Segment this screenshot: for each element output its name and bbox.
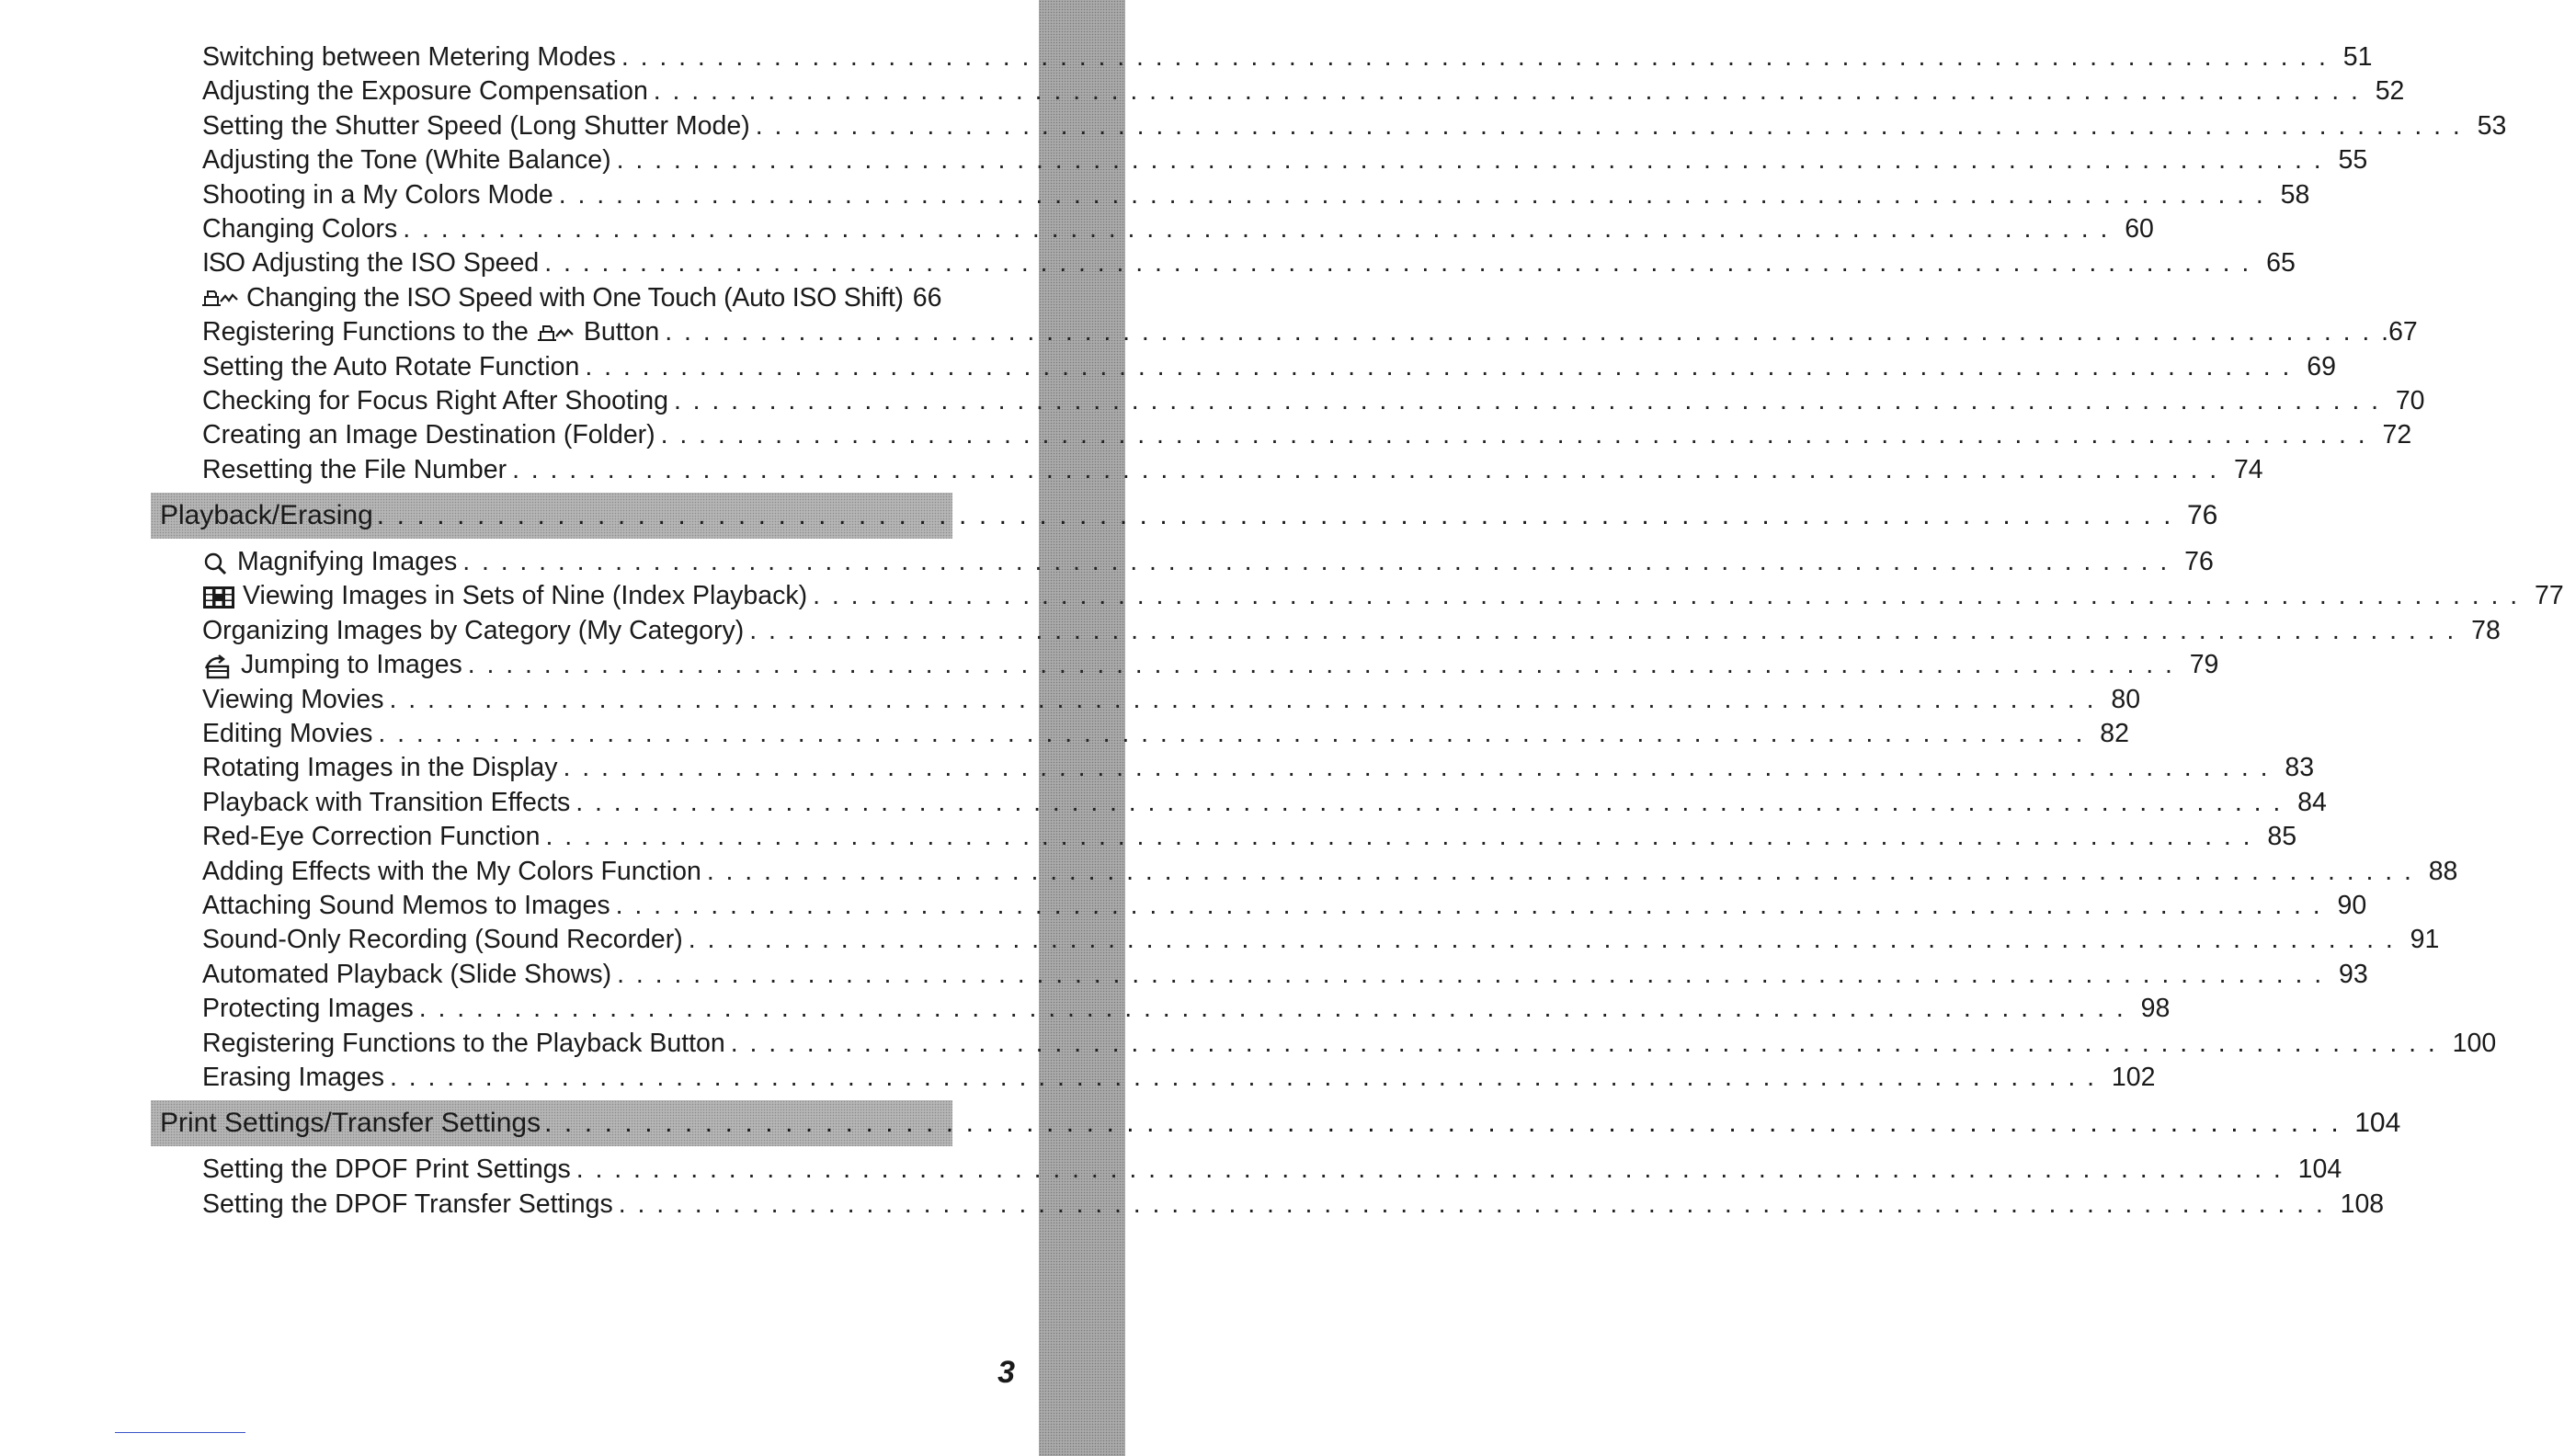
toc-entry[interactable] bbox=[202, 717, 2129, 751]
toc-entry-title: Changing the ISO Speed with One Touch (Auto ISO Shift) bbox=[202, 281, 904, 315]
dot-leader: .......................................................................................... bbox=[673, 385, 2390, 415]
toc-entry-page: 85 bbox=[2267, 822, 2297, 852]
toc-entry-page: 78 bbox=[2471, 615, 2501, 645]
toc-entry-title: Setting the DPOF Transfer Settings bbox=[202, 1189, 613, 1219]
print-share-icon bbox=[202, 289, 239, 309]
dot-leader: .......................................................................................... bbox=[585, 351, 2302, 381]
toc-entry-page: 82 bbox=[2100, 719, 2129, 749]
toc-entry-title: Resetting the File Number bbox=[202, 454, 507, 484]
toc-entry-title: Protecting Images bbox=[202, 994, 414, 1024]
toc-entry[interactable] bbox=[202, 1061, 2156, 1095]
toc-entry[interactable] bbox=[202, 178, 2310, 212]
toc-entry-title: Playback with Transition Effects bbox=[202, 787, 571, 817]
dot-leader: .......................................................................................... bbox=[545, 822, 2262, 852]
toc-entry-title: Shooting in a My Colors Mode bbox=[202, 179, 553, 210]
toc-entry-title: Adding Effects with the My Colors Function bbox=[202, 856, 701, 886]
jump-icon bbox=[202, 654, 234, 679]
toc-entry[interactable] bbox=[202, 614, 2501, 648]
dot-leader: .......................................................................................... bbox=[730, 1028, 2447, 1058]
dot-leader: .......................................................................................... bbox=[660, 420, 2377, 450]
toc-entry-title: Registering Functions to the Playback Button bbox=[202, 1028, 725, 1058]
dot-leader: .......................................................................................... bbox=[389, 684, 2106, 714]
toc-entry-page: 74 bbox=[2233, 454, 2263, 484]
toc-entry-page: 60 bbox=[2125, 213, 2154, 244]
toc-entry-page: 80 bbox=[2111, 684, 2141, 714]
toc-entry-title: Viewing Movies bbox=[202, 684, 384, 714]
toc-entry[interactable] bbox=[202, 74, 2405, 108]
dot-leader: .......................................................................................... bbox=[616, 145, 2333, 176]
toc-entry-title: Viewing Images in Sets of Nine (Index Playback) bbox=[202, 579, 807, 613]
dot-leader: .......................................................................................... bbox=[575, 787, 2293, 817]
toc-entry-title: Sound-Only Recording (Sound Recorder) bbox=[202, 925, 683, 955]
toc-entry-page: 100 bbox=[2452, 1028, 2497, 1058]
toc-entry-title: ISO Adjusting the ISO Speed bbox=[202, 248, 540, 279]
iso-icon: ISO bbox=[202, 248, 245, 279]
dot-leader: .......................................................................................... bbox=[688, 925, 2405, 955]
toc-entry[interactable] bbox=[202, 992, 2171, 1026]
toc-entry-title: Attaching Sound Memos to Images bbox=[202, 890, 610, 920]
toc-entry[interactable] bbox=[202, 1027, 2497, 1061]
dot-leader: .......................................................................................... bbox=[653, 76, 2370, 107]
footer-rule bbox=[115, 1432, 245, 1433]
dot-leader: .......................................................................................... bbox=[378, 719, 2095, 749]
page-number: 3 bbox=[997, 1355, 1015, 1390]
toc-entry[interactable] bbox=[202, 453, 2263, 487]
dot-leader: .......................................................................................... bbox=[403, 213, 2120, 244]
dot-leader: .......................................................................................... bbox=[376, 500, 2183, 531]
print-share-icon bbox=[538, 324, 575, 344]
toc-entry-page: 90 bbox=[2337, 890, 2367, 920]
toc-entry-page: 58 bbox=[2280, 179, 2310, 210]
toc-entry[interactable] bbox=[202, 315, 2418, 349]
dot-leader: .......................................................................................... bbox=[755, 110, 2472, 141]
toc-entry[interactable] bbox=[202, 212, 2154, 246]
dot-leader: .......................................................................................... bbox=[558, 179, 2275, 210]
toc-entry-page: .67 bbox=[2381, 317, 2418, 347]
toc-entry-title: Checking for Focus Right After Shooting bbox=[202, 385, 668, 415]
toc-entry-title: Editing Movies bbox=[202, 719, 373, 749]
toc-entry-title: Adjusting the Exposure Compensation bbox=[202, 76, 648, 107]
toc-entry-page: 76 bbox=[2184, 547, 2214, 577]
toc-entry[interactable] bbox=[202, 1153, 2342, 1187]
toc-entry-page: 70 bbox=[2395, 385, 2425, 415]
toc-entry[interactable] bbox=[202, 350, 2336, 384]
dot-leader: .......................................................................................... bbox=[665, 317, 2382, 347]
toc-entry-page: 84 bbox=[2297, 787, 2327, 817]
dot-leader: .......................................................................................... bbox=[615, 890, 2332, 920]
dot-leader: .......................................................................................... bbox=[418, 994, 2136, 1024]
toc-entry-page: 104 bbox=[2297, 1155, 2342, 1185]
toc-entry-title: Setting the Shutter Speed (Long Shutter Mode) bbox=[202, 110, 750, 141]
toc-entry-page: 79 bbox=[2189, 650, 2219, 680]
toc-entry[interactable] bbox=[202, 281, 971, 315]
toc-entry-page: 69 bbox=[2307, 351, 2336, 381]
toc-entry-title: Organizing Images by Category (My Category) bbox=[202, 615, 745, 645]
toc-entry-title: Creating an Image Destination (Folder) bbox=[202, 420, 655, 450]
toc-entry-title: Automated Playback (Slide Shows) bbox=[202, 959, 612, 989]
toc-entry-title: Setting the DPOF Print Settings bbox=[202, 1155, 571, 1185]
toc-entry[interactable] bbox=[202, 109, 2507, 143]
toc-entry-title: Rotating Images in the Display bbox=[202, 753, 558, 783]
toc-entry-page: 108 bbox=[2340, 1189, 2385, 1219]
toc-entry-title: Red-Eye Correction Function bbox=[202, 822, 541, 852]
toc-entry-page: 102 bbox=[2111, 1062, 2156, 1092]
toc-entry-page: 51 bbox=[2342, 42, 2373, 72]
toc-entry-title: Jumping to Images bbox=[202, 648, 462, 682]
toc-entry-title: Adjusting the Tone (White Balance) bbox=[202, 145, 611, 176]
magnify-icon bbox=[202, 552, 230, 575]
section-heading-playback[interactable] bbox=[151, 493, 2218, 539]
toc-entry[interactable] bbox=[202, 820, 2297, 854]
dot-leader: .......................................................................................... bbox=[512, 454, 2228, 484]
toc-entry[interactable] bbox=[202, 751, 2315, 785]
toc-entry-title: Setting the Auto Rotate Function bbox=[202, 351, 580, 381]
toc-entry-page: 91 bbox=[2410, 925, 2440, 955]
section-title: Playback/Erasing bbox=[160, 500, 373, 531]
toc-entry-title: Magnifying Images bbox=[202, 545, 457, 579]
toc-entry-page: 77 bbox=[2535, 581, 2564, 611]
toc-entry[interactable] bbox=[202, 786, 2327, 820]
toc-entry-page: 98 bbox=[2140, 994, 2171, 1024]
toc-entry[interactable] bbox=[202, 1188, 2385, 1222]
dot-leader: .......................................................................................... bbox=[749, 615, 2467, 645]
dot-leader: .......................................................................................... bbox=[544, 1108, 2352, 1139]
toc-entry-page: 53 bbox=[2477, 110, 2507, 141]
dot-leader: .......................................................................................... bbox=[544, 248, 2262, 279]
dot-leader: .......................................................................................... bbox=[467, 650, 2184, 680]
dot-leader: .......................................................................................... bbox=[813, 581, 2530, 611]
toc-entry-title: Erasing Images bbox=[202, 1062, 385, 1092]
dot-leader: .......................................................................................... bbox=[618, 1189, 2335, 1219]
toc-entry[interactable] bbox=[202, 143, 2368, 177]
toc-entry-page: 83 bbox=[2285, 753, 2315, 783]
toc-entry-page: 66 bbox=[912, 282, 942, 313]
toc-entry-title: Switching between Metering Modes bbox=[202, 42, 616, 72]
toc-entry[interactable] bbox=[202, 579, 2564, 613]
toc-entry-page: 52 bbox=[2375, 76, 2405, 107]
dot-leader: .......................................................................................... bbox=[621, 42, 2338, 72]
toc-entry[interactable] bbox=[202, 40, 2373, 74]
section-page: 104 bbox=[2354, 1108, 2401, 1139]
dot-leader: .......................................................................................... bbox=[617, 959, 2334, 989]
toc-entry-title: Registering Functions to the Button bbox=[202, 317, 660, 347]
toc-entry-page: 88 bbox=[2428, 856, 2458, 886]
toc-entry-page: 93 bbox=[2339, 959, 2368, 989]
toc-entry-page: 72 bbox=[2382, 420, 2412, 450]
toc-entry[interactable] bbox=[202, 384, 2425, 418]
dot-leader: .......................................................................................... bbox=[390, 1062, 2106, 1092]
section-heading-print[interactable] bbox=[151, 1100, 2401, 1146]
table-of-contents bbox=[0, 40, 2564, 1222]
dot-leader: .......................................................................................... bbox=[706, 856, 2423, 886]
toc-entry[interactable] bbox=[202, 418, 2412, 452]
dot-leader: .......................................................................................... bbox=[563, 753, 2280, 783]
toc-entry[interactable] bbox=[202, 545, 2214, 579]
dot-leader: .......................................................................................... bbox=[575, 1155, 2293, 1185]
dot-leader: .......................................................................................... bbox=[462, 547, 2180, 577]
toc-entry[interactable] bbox=[202, 683, 2141, 717]
toc-entry-page: 65 bbox=[2266, 248, 2296, 279]
toc-entry[interactable] bbox=[202, 648, 2219, 682]
toc-entry-title: Changing Colors bbox=[202, 213, 398, 244]
toc-entry[interactable] bbox=[202, 246, 2296, 280]
section-title: Print Settings/Transfer Settings bbox=[160, 1108, 541, 1139]
index-grid-icon bbox=[202, 586, 235, 609]
toc-entry-page: 55 bbox=[2338, 145, 2368, 176]
toc-entry[interactable] bbox=[202, 958, 2368, 992]
toc-entry[interactable] bbox=[202, 923, 2440, 957]
section-page: 76 bbox=[2186, 500, 2218, 531]
toc-entry[interactable] bbox=[202, 855, 2458, 889]
toc-entry[interactable] bbox=[202, 889, 2367, 923]
